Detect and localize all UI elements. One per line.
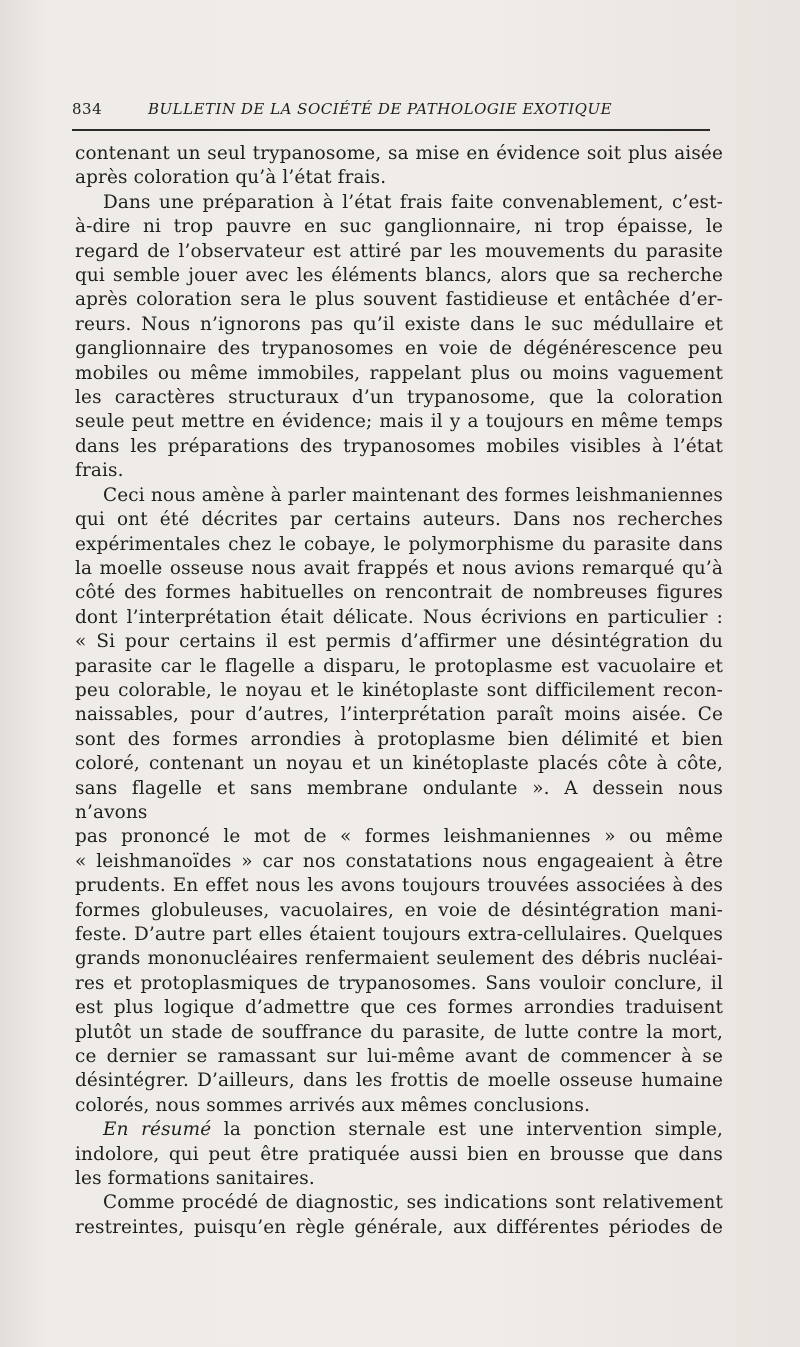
text-line: colorés, nous sommes arrivés aux mêmes conclusions. — [75, 1094, 591, 1116]
text-line: reurs. Nous n’ignorons pas qu’il existe dans le suc médullaire et — [75, 313, 723, 335]
text-line: frais. — [75, 460, 124, 482]
text-line: Ceci nous amène à parler maintenant des formes leishmaniennes — [103, 484, 723, 506]
text-line: peu colorable, le noyau et le kinétoplaste sont difficilement recon- — [75, 679, 723, 701]
text-line: expérimentales chez le cobaye, le polymorphisme du parasite dans — [75, 533, 723, 555]
text-line: dans les préparations des trypanosomes mobiles visibles à l’état — [75, 435, 723, 457]
text-line: formes globuleuses, vacuolaires, en voie de désintégration mani- — [75, 899, 723, 921]
text-line: qui semble jouer avec les éléments blancs, alors que sa recherche — [75, 265, 723, 287]
text-line: les formations sanitaires. — [75, 1168, 315, 1190]
text-line: feste. D’autre part elles étaient toujours extra-cellulaires. Quelques — [75, 924, 723, 945]
text-line: parasite car le flagelle a disparu, le protoplasme est vacuolaire et — [75, 655, 723, 677]
text-line: pas prononcé le mot de « formes leishmaniennes » ou même — [75, 826, 723, 848]
text-line: mobiles ou même immobiles, rappelant plus ou moins vaguement — [75, 362, 723, 384]
text-line: grands mononucléaires renfermaient seulement des débris nucléai- — [75, 948, 723, 970]
text-line: sans flagelle et sans membrane ondulante ». A dessein nous n’avons — [75, 777, 723, 823]
text-line: regard de l’observateur est attiré par les mouvements du parasite — [75, 240, 723, 262]
running-header — [72, 100, 712, 124]
text-line: « Si pour certains il est permis d’affirmer une désintégration du — [75, 631, 723, 653]
text-line: à-dire ni trop pauvre en suc ganglionnaire, ni trop épaisse, le — [75, 216, 723, 238]
text-line: est plus logique d’admettre que ces formes arrondies traduisent — [75, 997, 723, 1019]
text-line: ganglionnaire des trypanosomes en voie de dégénérescence peu — [75, 338, 723, 360]
journal-title: BULLETIN DE LA SOCIÉTÉ DE PATHOLOGIE EXOTIQUE — [148, 100, 613, 118]
page-number: 834 — [72, 100, 103, 118]
text-line: « leishmanoïdes » car nos constatations nous engageaient à être — [75, 850, 723, 872]
text-line: la moelle osseuse nous avait frappés et nous avions remarqué qu’à — [75, 557, 723, 579]
text-line: seule peut mettre en évidence; mais il y a toujours en même temps — [75, 411, 723, 433]
text-line: plutôt un stade de souffrance du parasite, de lutte contre la mort, — [75, 1021, 723, 1043]
text-line: naissables, pour d’autres, l’interprétation paraît moins aisée. Ce — [75, 704, 723, 726]
text-line: contenant un seul trypanosome, sa mise en évidence soit plus aisée — [75, 143, 723, 164]
text-line: dont l’interprétation était délicate. Nous écrivions en particulier : — [75, 606, 723, 628]
text-line: après coloration qu’à l’état frais. — [75, 167, 387, 189]
text-line: coloré, contenant un noyau et un kinétoplaste placés côte à côte, — [75, 753, 723, 775]
text-line: après coloration sera le plus souvent fastidieuse et entâchée d’er- — [75, 289, 723, 311]
text-line: res et protoplasmiques de trypanosomes. Sans vouloir conclure, il — [75, 972, 723, 994]
summary-line — [75, 1118, 723, 1142]
text-line: désintégrer. D’ailleurs, dans les frottis de moelle osseuse humaine — [75, 1070, 723, 1092]
body-text — [75, 142, 723, 1240]
text-line: Comme procédé de diagnostic, ses indications sont relativement — [103, 1192, 723, 1214]
text-line: prudents. En effet nous les avons toujours trouvées associées à des — [75, 875, 723, 897]
summary-rest: la ponction sternale est une intervention simple, — [211, 1119, 724, 1141]
text-line: côté des formes habituelles on rencontrait de nombreuses figures — [75, 582, 723, 604]
text-line: restreintes, puisqu’en règle générale, aux différentes périodes de — [75, 1216, 723, 1238]
text-line: les caractères structuraux d’un trypanosome, que la coloration — [75, 387, 723, 409]
text-line: qui ont été décrites par certains auteurs. Dans nos recherches — [75, 509, 723, 531]
text-line: indolore, qui peut être pratiquée aussi bien en brousse que dans — [75, 1143, 723, 1165]
header-rule — [72, 129, 710, 131]
text-line: sont des formes arrondies à protoplasme bien délimité et bien — [75, 728, 723, 750]
text-line: Dans une préparation à l’état frais faite convenablement, c’est- — [103, 191, 723, 213]
text-line: ce dernier se ramassant sur lui-même avant de commencer à se — [75, 1046, 723, 1068]
summary-lead: En résumé — [103, 1119, 212, 1141]
